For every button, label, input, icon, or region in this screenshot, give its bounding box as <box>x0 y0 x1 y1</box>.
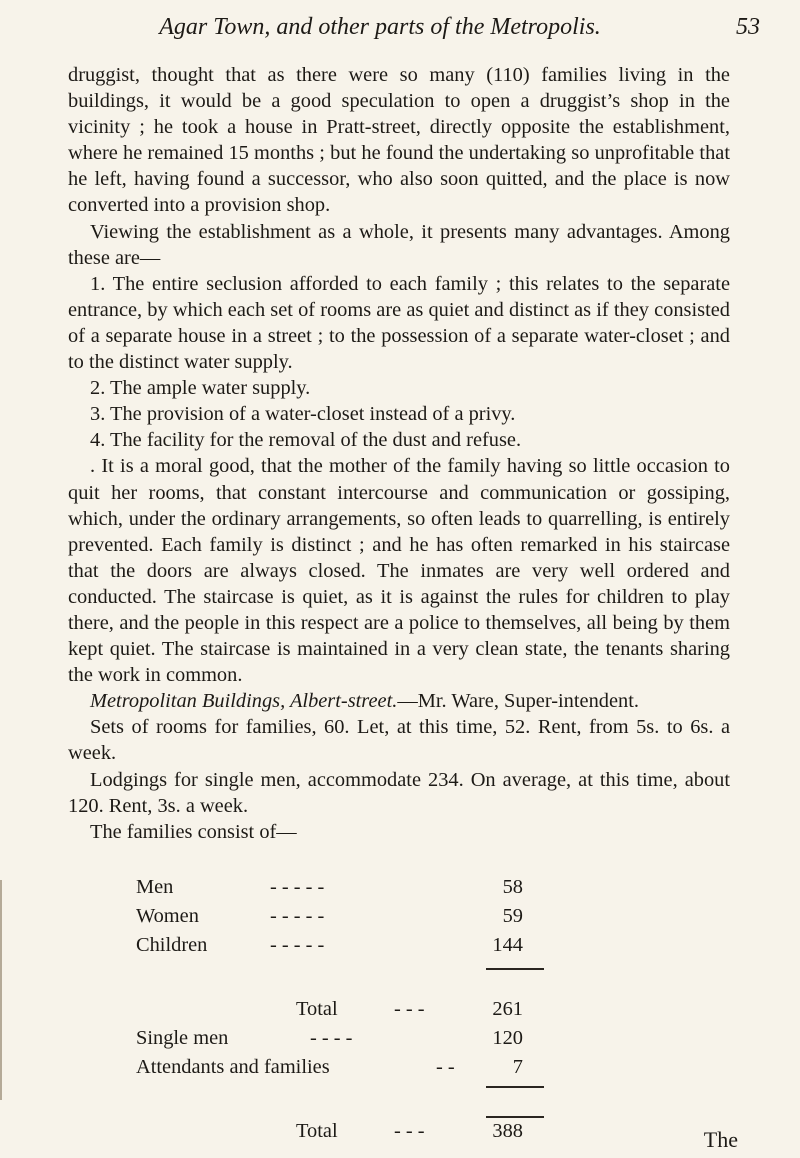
row-leader: - - - - <box>310 1027 353 1049</box>
row-leader: - - - - - <box>270 876 325 898</box>
sum-rule <box>486 968 544 970</box>
body-text <box>68 62 730 845</box>
row-label: Attendants and families <box>136 1056 330 1078</box>
section-heading-place: Metropolitan Buildings, Albert-street. <box>90 690 398 713</box>
list-item: 2. The ample water supply. <box>90 377 311 400</box>
row-value: 58 <box>502 876 523 898</box>
table-row <box>120 1024 760 1053</box>
row-label: Women <box>136 905 199 927</box>
table-row <box>120 1117 760 1146</box>
row-value: 261 <box>492 998 523 1020</box>
row-value: 388 <box>492 1120 523 1142</box>
catchword: The <box>703 1127 738 1152</box>
paragraph: . It is a moral good, that the mother of the family having so little occasion to quit her rooms, that constant intercourse and communication or gossiping, which, under the ordinary arrangements, so often leads to quarrelling, is entirely prevented. Each family is distinct ; and he has often remarked in his staircase that the doors are always closed. The inmates are very well ordered and conducted. The staircase is quiet, as it is against the rules for children to play there, and the people in this respect are a police to themselves, all being by them kept quiet. The staircase is maintained in a very clean state, the tenants sharing the work in common. <box>68 455 730 687</box>
family-table <box>120 873 760 1146</box>
row-value: 144 <box>492 934 523 956</box>
paragraph: Viewing the establishment as a whole, it presents many advantages. Among these are— <box>68 220 730 269</box>
table-row <box>120 873 760 902</box>
row-value: 120 <box>492 1027 523 1049</box>
paragraph: Lodgings for single men, accommodate 234. On average, at this time, about 120. Rent, 3s. a week. <box>68 768 730 817</box>
row-label: Total <box>296 1120 338 1142</box>
paragraph: The families consist of— <box>90 820 297 843</box>
row-label: Children <box>136 934 208 956</box>
section-heading <box>68 688 730 714</box>
page-number: 53 <box>736 14 760 40</box>
row-leader: - - - <box>394 998 425 1020</box>
row-value: 7 <box>512 1056 523 1078</box>
list-item: 1. The entire seclusion afforded to each family ; this relates to the separate entrance, by which each set of rooms are as quiet and distinct as if they consisted of a separate house in a street ; to the possession of a separate water-closet ; and to the distinct water supply. <box>68 272 730 374</box>
paragraph: druggist, thought that as there were so many (110) families living in the buildings, it would be a good speculation to open a druggist’s shop in the vicinity ; he took a house in Pratt-street, directly opposite the establishment, where he remained 15 months ; but he found the undertaking so unprofitable that he left, having found a successor, who also soon quitted, and the place is now converted into a provision shop. <box>68 64 730 217</box>
section-heading-rest: —Mr. Ware, Super-intendent. <box>397 690 639 713</box>
row-label: Single men <box>136 1027 229 1049</box>
running-head: Agar Town, and other parts of the Metropolis. <box>159 14 601 40</box>
table-row <box>120 902 760 931</box>
spacer-row <box>120 960 760 995</box>
spacer-row <box>120 1082 760 1117</box>
row-leader: - - - - - <box>270 934 325 956</box>
paragraph: Sets of rooms for families, 60. Let, at this time, 52. Rent, from 5s. to 6s. a week. <box>68 716 730 765</box>
table-row <box>120 1053 760 1082</box>
table-row <box>120 995 760 1024</box>
row-label: Total <box>296 998 338 1020</box>
sum-rule <box>486 1086 544 1088</box>
row-leader: - - - <box>394 1120 425 1142</box>
row-label: Men <box>136 876 174 898</box>
page-header <box>40 14 760 54</box>
row-leader: - - <box>436 1056 455 1078</box>
list-item: 4. The facility for the removal of the dust and refuse. <box>90 429 522 452</box>
table-row <box>120 931 760 960</box>
sum-rule <box>486 1116 544 1118</box>
list-item: 3. The provision of a water-closet instead of a privy. <box>90 403 516 426</box>
page-edge-mark <box>0 880 2 1100</box>
row-leader: - - - - - <box>270 905 325 927</box>
row-value: 59 <box>502 905 523 927</box>
